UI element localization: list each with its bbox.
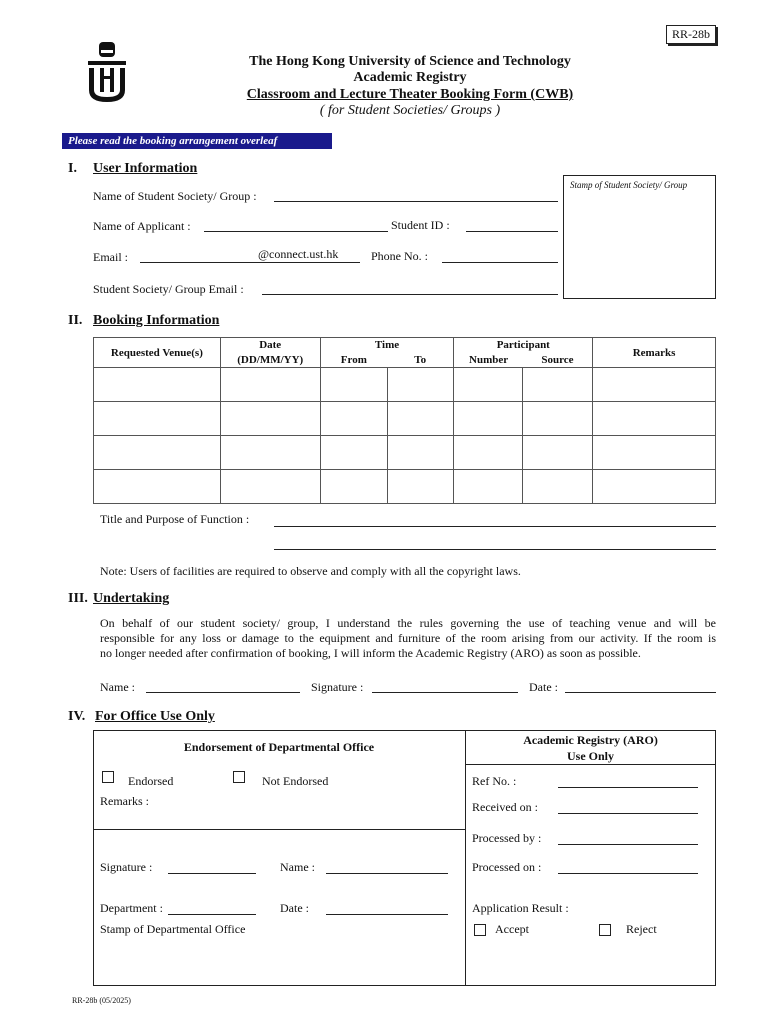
- department-name: Academic Registry: [353, 70, 467, 85]
- undertaking-line3: no longer needed after confirmation of booking, I will inform the Academic Registry (ARO) as soon as possible.: [100, 646, 641, 660]
- table-cell[interactable]: [454, 470, 523, 504]
- dept-department-field[interactable]: [168, 914, 256, 915]
- society-name-label: Name of Student Society/ Group :: [93, 189, 257, 203]
- phone-label: Phone No. :: [371, 249, 428, 263]
- table-cell[interactable]: [523, 470, 593, 504]
- undertaking-signature-label: Signature :: [311, 680, 364, 694]
- section2-title: Booking Information: [93, 313, 220, 328]
- header-to: To: [387, 353, 454, 368]
- table-cell[interactable]: [220, 470, 320, 504]
- dept-signature-label: Signature :: [100, 860, 153, 874]
- society-email-label: Student Society/ Group Email :: [93, 282, 244, 296]
- table-cell[interactable]: [387, 402, 454, 436]
- table-cell[interactable]: [523, 436, 593, 470]
- undertaking-date-field[interactable]: [565, 692, 716, 693]
- header-date-format: (DD/MM/YY): [220, 353, 320, 368]
- table-cell[interactable]: [387, 470, 454, 504]
- header-remarks: Remarks: [593, 338, 716, 368]
- society-stamp-label: Stamp of Student Society/ Group: [570, 180, 688, 190]
- table-cell[interactable]: [523, 368, 593, 402]
- table-cell[interactable]: [94, 402, 221, 436]
- form-title: Classroom and Lecture Theater Booking Form (CWB): [246, 87, 574, 102]
- undertaking-line1: On behalf of our student society/ group, I understand the rules governing the use of teaching venue and will be: [100, 616, 716, 630]
- table-row: [94, 470, 716, 504]
- ref-no-label: Ref No. :: [472, 774, 517, 788]
- received-on-field[interactable]: [558, 813, 698, 814]
- dept-date-field[interactable]: [326, 914, 448, 915]
- student-id-label: Student ID :: [391, 218, 450, 232]
- section1-number: I.: [68, 161, 77, 176]
- table-cell[interactable]: [593, 402, 716, 436]
- table-cell[interactable]: [320, 436, 387, 470]
- email-field[interactable]: [140, 262, 360, 263]
- office-use-box: [93, 730, 716, 986]
- processed-by-label: Processed by :: [472, 831, 542, 845]
- ref-no-field[interactable]: [558, 787, 698, 788]
- section3-title: Undertaking: [93, 591, 170, 606]
- accept-label: Accept: [495, 922, 529, 936]
- dept-stamp-label: Stamp of Departmental Office: [100, 922, 246, 936]
- table-cell[interactable]: [593, 368, 716, 402]
- header-venue: Requested Venue(s): [94, 338, 221, 368]
- processed-on-field[interactable]: [558, 873, 698, 874]
- phone-field[interactable]: [442, 262, 558, 263]
- header-participant: Participant: [454, 338, 593, 353]
- header-date: Date: [220, 338, 320, 353]
- dept-endorsement-title: Endorsement of Departmental Office: [183, 740, 375, 754]
- table-row: [94, 368, 716, 402]
- header-source: Source: [523, 353, 593, 368]
- applicant-name-field[interactable]: [204, 231, 388, 232]
- table-cell[interactable]: [387, 436, 454, 470]
- table-cell[interactable]: [220, 368, 320, 402]
- booking-arrangement-banner: Please read the booking arrangement overleaf: [62, 133, 332, 149]
- undertaking-name-field[interactable]: [146, 692, 300, 693]
- undertaking-date-label: Date :: [529, 680, 558, 694]
- section2-number: II.: [68, 313, 83, 328]
- reject-label: Reject: [626, 922, 657, 936]
- endorsed-label: Endorsed: [128, 774, 174, 788]
- society-email-field[interactable]: [262, 294, 558, 295]
- received-on-label: Received on :: [472, 800, 538, 814]
- student-id-field[interactable]: [466, 231, 558, 232]
- not-endorsed-checkbox[interactable]: [233, 771, 245, 783]
- aro-title-divider: [465, 764, 716, 765]
- society-stamp-box: [563, 175, 716, 299]
- dept-date-label: Date :: [280, 901, 309, 915]
- undertaking-signature-field[interactable]: [372, 692, 518, 693]
- endorsed-checkbox[interactable]: [102, 771, 114, 783]
- table-cell[interactable]: [94, 368, 221, 402]
- purpose-field-line1[interactable]: [274, 526, 716, 527]
- email-domain: @connect.ust.hk: [258, 247, 339, 261]
- form-code: RR-28b: [666, 25, 716, 44]
- section4-title: For Office Use Only: [95, 709, 215, 724]
- not-endorsed-label: Not Endorsed: [262, 774, 329, 788]
- table-cell[interactable]: [454, 436, 523, 470]
- dept-signature-field[interactable]: [168, 873, 256, 874]
- booking-table: [93, 337, 716, 504]
- university-name: The Hong Kong University of Science and Technology: [249, 54, 571, 69]
- processed-on-label: Processed on :: [472, 860, 542, 874]
- footer-form-code: RR-28b (05/2025): [72, 996, 131, 1005]
- application-result-label: Application Result :: [472, 901, 569, 915]
- table-cell[interactable]: [320, 470, 387, 504]
- header-from: From: [320, 353, 387, 368]
- dept-name-field[interactable]: [326, 873, 448, 874]
- table-cell[interactable]: [320, 368, 387, 402]
- dept-name-label: Name :: [280, 860, 315, 874]
- undertaking-line2: responsible for any loss or damage to the equipment and furniture of the room arising from our activity. If the room is: [100, 631, 716, 645]
- accept-checkbox[interactable]: [474, 924, 486, 936]
- table-cell[interactable]: [593, 470, 716, 504]
- applicant-name-label: Name of Applicant :: [93, 219, 191, 233]
- table-cell[interactable]: [593, 436, 716, 470]
- dept-remarks-label: Remarks :: [100, 794, 149, 808]
- table-cell[interactable]: [454, 402, 523, 436]
- reject-checkbox[interactable]: [599, 924, 611, 936]
- section1-title: User Information: [93, 161, 198, 176]
- table-row: [94, 402, 716, 436]
- email-label: Email :: [93, 250, 128, 264]
- aro-title-line1: Academic Registry (ARO): [523, 733, 658, 747]
- processed-by-field[interactable]: [558, 844, 698, 845]
- table-cell[interactable]: [94, 436, 221, 470]
- table-row: [94, 436, 716, 470]
- table-cell[interactable]: [94, 470, 221, 504]
- purpose-label: Title and Purpose of Function :: [100, 512, 250, 526]
- table-cell[interactable]: [220, 436, 320, 470]
- society-name-field[interactable]: [274, 201, 558, 202]
- header-number: Number: [454, 353, 523, 368]
- table-cell[interactable]: [320, 402, 387, 436]
- section3-number: III.: [68, 591, 88, 606]
- table-cell[interactable]: [523, 402, 593, 436]
- undertaking-name-label: Name :: [100, 680, 135, 694]
- section4-number: IV.: [68, 709, 86, 724]
- office-divider: [465, 730, 466, 986]
- purpose-field-line2[interactable]: [274, 549, 716, 550]
- form-subtitle: ( for Student Societies/ Groups ): [319, 103, 501, 118]
- header-time: Time: [320, 338, 454, 353]
- copyright-note: Note: Users of facilities are required to observe and comply with all the copyright laws.: [100, 564, 521, 578]
- table-cell[interactable]: [387, 368, 454, 402]
- table-cell[interactable]: [220, 402, 320, 436]
- aro-title-line2: Use Only: [566, 749, 614, 763]
- dept-department-label: Department :: [100, 901, 163, 915]
- table-cell[interactable]: [454, 368, 523, 402]
- remarks-divider: [93, 829, 465, 830]
